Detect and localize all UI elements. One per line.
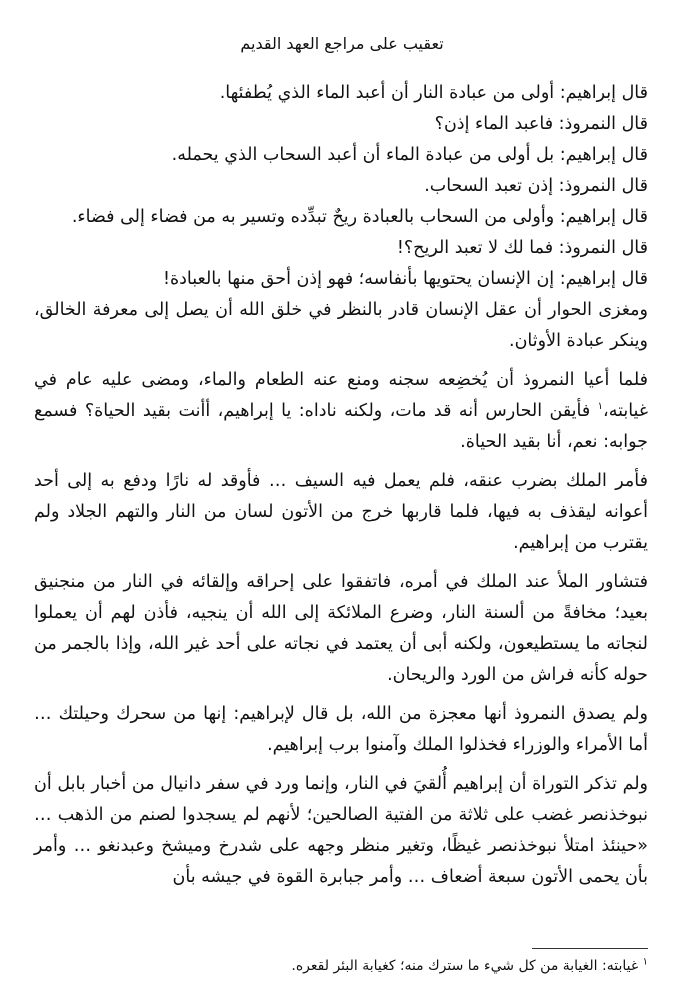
footnote-reference[interactable]: ١ — [597, 401, 604, 413]
dialogue-line: قال إبراهيم: أولى من عبادة النار أن أعبد الماء الذي يُطفئها. — [219, 83, 648, 103]
paragraph-miracle: ولم يصدق النمروذ أنها معجزة من الله، بل قال لإبراهيم: إنها من سحرك وحيلتك … أما الأمراء والوزراء فخذلوا الملك وآمنوا برب إبراهيم. — [34, 704, 648, 755]
paragraph-prison — [34, 365, 648, 458]
footnote-divider — [532, 948, 648, 949]
paragraph-council: فتشاور الملأ عند الملك في أمره، فاتفقوا على إحراقه وإلقائه في النار من منجنيق بعيد؛ مخافةً من ألسنة النار، وضرع الملائكة إلى الله أن ينجيه، فأذن لهم أن يعملوا لنجاته ما يستطيعون، ولكنه أبى أن يعتمد في نجاته على أحد غير الله، وإذا بالجمر من حوله كأنه فراش من الورد والريحان. — [34, 572, 648, 685]
dialogue-line: قال النمروذ: فما لك لا تعبد الريح؟! — [396, 238, 648, 258]
dialogue-line: قال النمروذ: فاعبد الماء إذن؟ — [434, 114, 648, 134]
dialogue-line: قال النمروذ: إذن تعبد السحاب. — [424, 176, 648, 196]
dialogue-line: قال إبراهيم: بل أولى من عبادة الماء أن أعبد السحاب الذي يحمله. — [171, 145, 648, 165]
body-text — [34, 78, 648, 893]
paragraph-moral: ومغزى الحوار أن عقل الإنسان قادر بالنظر في خلق الله أن يصل إلى معرفة الخالق، وينكر عبادة الأوثان. — [34, 300, 648, 351]
footnote-number: ١ — [642, 956, 648, 968]
paragraph-prison-part2: فأيقن الحارس أنه قد مات، ولكنه ناداه: يا إبراهيم، أأنت بقيد الحياة؟ فسمع جوابه: نعم، أنا بقيد الحياة. — [34, 401, 648, 452]
paragraph-execution: فأمر الملك بضرب عنقه، فلم يعمل فيه السيف … فأوقد له نارًا ودفع به إلى أحد أعوانه ليقذف به فيها، فلما قاربها خرج من الأتون لسان من النار والتهم الجلاد ولم يقترب من إبراهيم. — [34, 471, 648, 553]
running-header: تعقيب على مراجع العهد القديم — [240, 34, 444, 53]
dialogue-line: قال إبراهيم: إن الإنسان يحتويها بأنفاسه؛ فهو إذن أحق منها بالعبادة! — [162, 269, 648, 289]
dialogue-line: قال إبراهيم: وأولى من السحاب بالعبادة ريحٌ تبدِّده وتسير به من فضاء إلى فضاء. — [71, 207, 648, 227]
paragraph-prison-part1: فلما أعيا النمروذ أن يُخضِعه سجنه ومنع عنه الطعام والماء، ومضى عليه عام في غيابته، — [34, 370, 648, 421]
footnote-text: غيابته: الغيابة من كل شيء ما سترك منه؛ كغيابة البئر لقعره. — [291, 958, 643, 974]
paragraph-torah: ولم تذكر التوراة أن إبراهيم أُلقيَ في النار، وإنما ورد في سفر دانيال من أخبار بابل أن نبوخذنصر غضب على ثلاثة من الفتية الصالحين؛ لأنهم لم يسجدوا لصنم من الذهب … «حينئذ امتلأ نبوخذنصر غيظًا، وتغير منظر وجهه على شدرخ وميشخ وعبدنغو … وأمر بأن يحمى الأتون سبعة أضعاف … وأمر جبابرة القوة في جيشه بأن — [34, 774, 648, 887]
footnote — [34, 955, 648, 977]
